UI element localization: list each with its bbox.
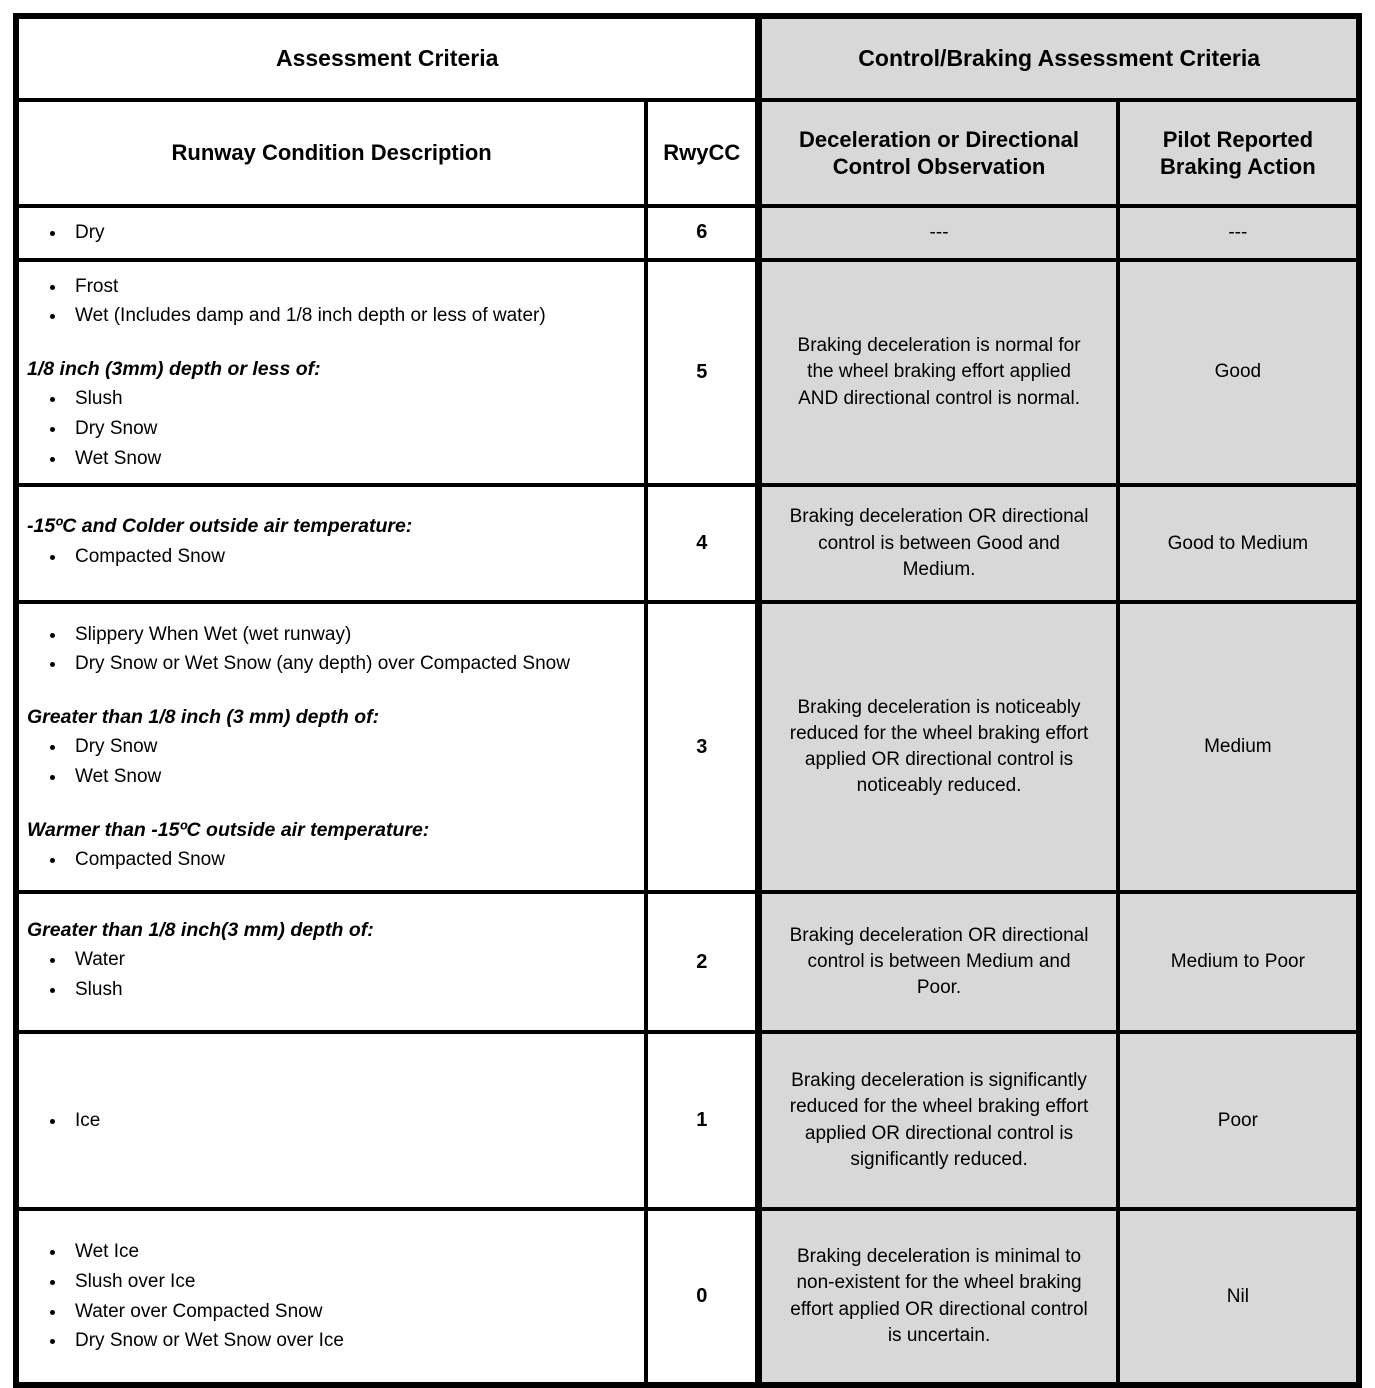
condition-item: • Dry Snow bbox=[67, 734, 632, 760]
braking-action-cell: Poor bbox=[1118, 1032, 1359, 1209]
condition-heading: Greater than 1/8 inch (3 mm) depth of: bbox=[27, 706, 380, 729]
condition-item: • Slush bbox=[67, 977, 632, 1003]
table-body bbox=[16, 206, 1359, 1385]
rwycc-value-cell: 4 bbox=[646, 485, 759, 602]
runway-condition-cell bbox=[16, 892, 646, 1032]
condition-heading: -15ºC and Colder outside air temperature: bbox=[27, 515, 413, 538]
condition-heading: Greater than 1/8 inch(3 mm) depth of: bbox=[27, 918, 374, 941]
runway-condition-cell bbox=[16, 260, 646, 486]
observation-cell: Braking deceleration is noticeably reduced for the wheel braking effort applied OR directional control is noticeably reduced. bbox=[759, 602, 1118, 892]
condition-item: • Wet Snow bbox=[67, 446, 632, 472]
condition-item: • Ice bbox=[67, 1108, 632, 1134]
condition-item: • Water bbox=[67, 947, 632, 973]
condition-item: • Wet Ice bbox=[67, 1239, 632, 1265]
condition-item: • Wet (Includes damp and 1/8 inch depth or less of water) bbox=[67, 303, 632, 329]
rwycc-value-cell: 5 bbox=[646, 260, 759, 486]
condition-item: • Slippery When Wet (wet runway) bbox=[67, 622, 632, 648]
runway-condition-cell bbox=[16, 485, 646, 602]
rwycc-value-cell: 6 bbox=[646, 206, 759, 260]
condition-bullet-list bbox=[27, 1239, 632, 1354]
condition-bullet-list bbox=[27, 1108, 632, 1134]
rwycc-value-cell: 2 bbox=[646, 892, 759, 1032]
condition-item: • Compacted Snow bbox=[67, 544, 632, 570]
condition-bullet-list bbox=[27, 847, 632, 873]
runway-condition-description-header: Runway Condition Description bbox=[16, 100, 646, 206]
rwycc-value-cell: 1 bbox=[646, 1032, 759, 1209]
condition-bullet-list bbox=[27, 220, 632, 246]
braking-action-cell: --- bbox=[1118, 206, 1359, 260]
condition-item: • Dry Snow or Wet Snow over Ice bbox=[67, 1328, 632, 1354]
condition-bullet-list bbox=[27, 622, 632, 677]
table-row bbox=[16, 260, 1359, 486]
condition-heading: 1/8 inch (3mm) depth or less of: bbox=[27, 357, 321, 380]
table-row bbox=[16, 485, 1359, 602]
braking-action-cell: Nil bbox=[1118, 1209, 1359, 1385]
condition-item: • Compacted Snow bbox=[67, 847, 632, 873]
rwycc-value-cell: 0 bbox=[646, 1209, 759, 1385]
braking-action-cell: Medium bbox=[1118, 602, 1359, 892]
condition-bullet-list bbox=[27, 947, 632, 1002]
condition-item: • Wet Snow bbox=[67, 764, 632, 790]
assessment-criteria-header: Assessment Criteria bbox=[16, 16, 759, 100]
runway-condition-cell bbox=[16, 1209, 646, 1385]
observation-cell: Braking deceleration is significantly reduced for the wheel braking effort applied OR directional control is significantly reduced. bbox=[759, 1032, 1118, 1209]
control-braking-header: Control/Braking Assessment Criteria bbox=[759, 16, 1359, 100]
observation-cell: Braking deceleration is minimal to non-existent for the wheel braking effort applied OR directional control is uncertain. bbox=[759, 1209, 1118, 1385]
header-row-columns bbox=[16, 100, 1359, 206]
table-row bbox=[16, 892, 1359, 1032]
condition-item: • Frost bbox=[67, 274, 632, 300]
table-row bbox=[16, 206, 1359, 260]
runway-condition-cell bbox=[16, 1032, 646, 1209]
runway-condition-cell bbox=[16, 206, 646, 260]
condition-heading: Warmer than -15ºC outside air temperature: bbox=[27, 818, 430, 841]
braking-action-cell: Good bbox=[1118, 260, 1359, 486]
condition-bullet-list bbox=[27, 386, 632, 471]
condition-bullet-list bbox=[27, 734, 632, 789]
condition-item: • Dry Snow or Wet Snow (any depth) over Compacted Snow bbox=[67, 651, 632, 677]
table-row bbox=[16, 1032, 1359, 1209]
condition-item: • Slush bbox=[67, 386, 632, 412]
observation-cell: --- bbox=[759, 206, 1118, 260]
condition-item: • Dry Snow bbox=[67, 416, 632, 442]
condition-item: • Water over Compacted Snow bbox=[67, 1299, 632, 1325]
header-row-top bbox=[16, 16, 1359, 100]
runway-condition-cell bbox=[16, 602, 646, 892]
observation-cell: Braking deceleration OR directional control is between Good and Medium. bbox=[759, 485, 1118, 602]
braking-action-cell: Medium to Poor bbox=[1118, 892, 1359, 1032]
table-row bbox=[16, 1209, 1359, 1385]
condition-bullet-list bbox=[27, 274, 632, 329]
observation-cell: Braking deceleration OR directional control is between Medium and Poor. bbox=[759, 892, 1118, 1032]
condition-item: • Dry bbox=[67, 220, 632, 246]
rwycc-header: RwyCC bbox=[646, 100, 759, 206]
deceleration-observation-header: Deceleration or Directional Control Observation bbox=[759, 100, 1118, 206]
pilot-reported-braking-header: Pilot Reported Braking Action bbox=[1118, 100, 1359, 206]
table-row bbox=[16, 602, 1359, 892]
rwycc-value-cell: 3 bbox=[646, 602, 759, 892]
observation-cell: Braking deceleration is normal for the wheel braking effort applied AND directional control is normal. bbox=[759, 260, 1118, 486]
braking-action-cell: Good to Medium bbox=[1118, 485, 1359, 602]
rcam-table bbox=[13, 13, 1362, 1388]
condition-item: • Slush over Ice bbox=[67, 1269, 632, 1295]
condition-bullet-list bbox=[27, 544, 632, 570]
table-header bbox=[16, 16, 1359, 206]
